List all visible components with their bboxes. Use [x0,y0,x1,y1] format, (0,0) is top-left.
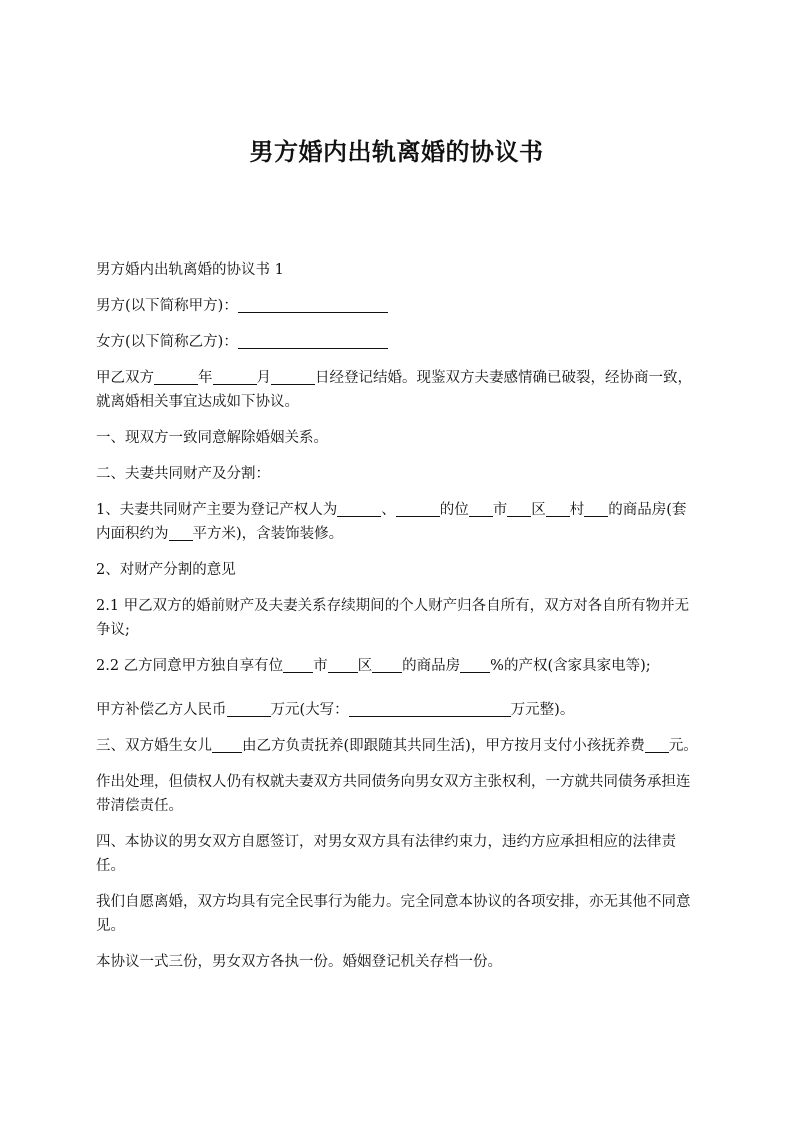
city-blank [507,500,531,517]
text-segment: 甲乙双方 [96,370,154,386]
document-body [96,258,700,986]
text-segment: 的商品房 [402,658,461,674]
day-blank [271,368,315,385]
voluntary-paragraph: 我们自愿离婚，双方均具有完全民事行为能力。完全同意本协议的各项安排，亦无其他不同意见。 [96,894,691,934]
text-segment: %的产权(含家具家电等); [490,658,651,674]
compensation-paragraph [96,698,700,722]
percent-blank [460,656,490,673]
document-subtitle: 男方婚内出轨离婚的协议书 1 [96,262,284,278]
month-blank [213,368,257,385]
text-segment: 由乙方负责抚养(即跟随其共同生活)，甲方按月支付小孩抚养费 [242,738,645,754]
support-amount-blank [645,736,669,753]
owner-2-blank [396,500,440,517]
text-segment: 2.2 乙方同意甲方独自享有位 [96,658,284,674]
document-title: 男方婚内出轨离婚的协议书 [249,138,544,166]
debt-paragraph: 作出处理，但债权人仍有权就夫妻双方共同债务向男女双方主张权利，一方就共同债务承担连带清偿责任。 [96,774,691,814]
wife-label: 女方(以下简称乙方)： [96,334,238,350]
text-segment: 、 [381,502,396,518]
text-segment: 的位 [439,502,469,518]
text-segment: 月 [256,370,271,386]
text-segment: 区 [357,658,373,674]
husband-line [96,294,700,318]
divorce-paragraph: 一、现双方一致同意解除婚姻关系。 [96,430,328,446]
husband-name-blank [238,296,388,313]
text-segment: 市 [492,502,508,518]
district-blank [546,500,570,517]
text-segment: 日经登记结婚。现鉴双方夫妻感情确已破裂，经协商一致，就离婚相关事宜达成如下协议。 [96,370,692,410]
husband-label: 男方(以下简称甲方)： [96,298,238,314]
copies-paragraph: 本协议一式三份，男女双方各执一份。婚姻登记机关存档一份。 [96,954,502,970]
amount-in-words-blank [349,700,511,717]
village-blank [584,500,608,517]
child-custody-paragraph [96,734,700,758]
street-blank [372,656,402,673]
text-segment: 三、双方婚生女儿 [96,738,212,754]
text-segment: 区 [531,502,546,518]
year-blank [154,368,198,385]
location-blank [469,500,493,517]
district-blank [328,656,358,673]
text-segment: 甲方补偿乙方人民币 [96,702,227,718]
text-segment: 村 [569,502,585,518]
text-segment: 市 [313,658,328,674]
opinion-heading: 2、对财产分割的意见 [96,562,236,578]
property-heading: 二、夫妻共同财产及分割： [96,466,270,482]
owner-1-blank [337,500,381,517]
clause-2-1: 2.1 甲乙双方的婚前财产及夫妻关系存续期间的个人财产归各自所有，双方对各自所有物并无争议; [96,598,690,638]
text-segment: 平方米)，含装饰装修。 [192,526,344,542]
text-segment: 年 [198,370,213,386]
text-segment: 的商品房(套内面积约为 [96,502,687,542]
amount-blank [227,700,271,717]
clause-2-2 [96,654,700,678]
marriage-paragraph [96,366,700,414]
property-paragraph-1 [96,498,700,546]
wife-line [96,330,700,354]
text-segment: 万元整)。 [510,702,575,718]
area-blank [169,524,193,541]
child-name-blank [212,736,242,753]
legal-effect-paragraph: 四、本协议的男女双方自愿签订，对男女双方具有法律约束力，违约方应承担相应的法律责任。 [96,834,676,874]
text-segment: 万元(大写： [270,702,349,718]
city-blank [283,656,313,673]
wife-name-blank [238,332,388,349]
text-segment: 1、夫妻共同财产主要为登记产权人为 [96,502,338,518]
text-segment: 元。 [668,738,698,754]
